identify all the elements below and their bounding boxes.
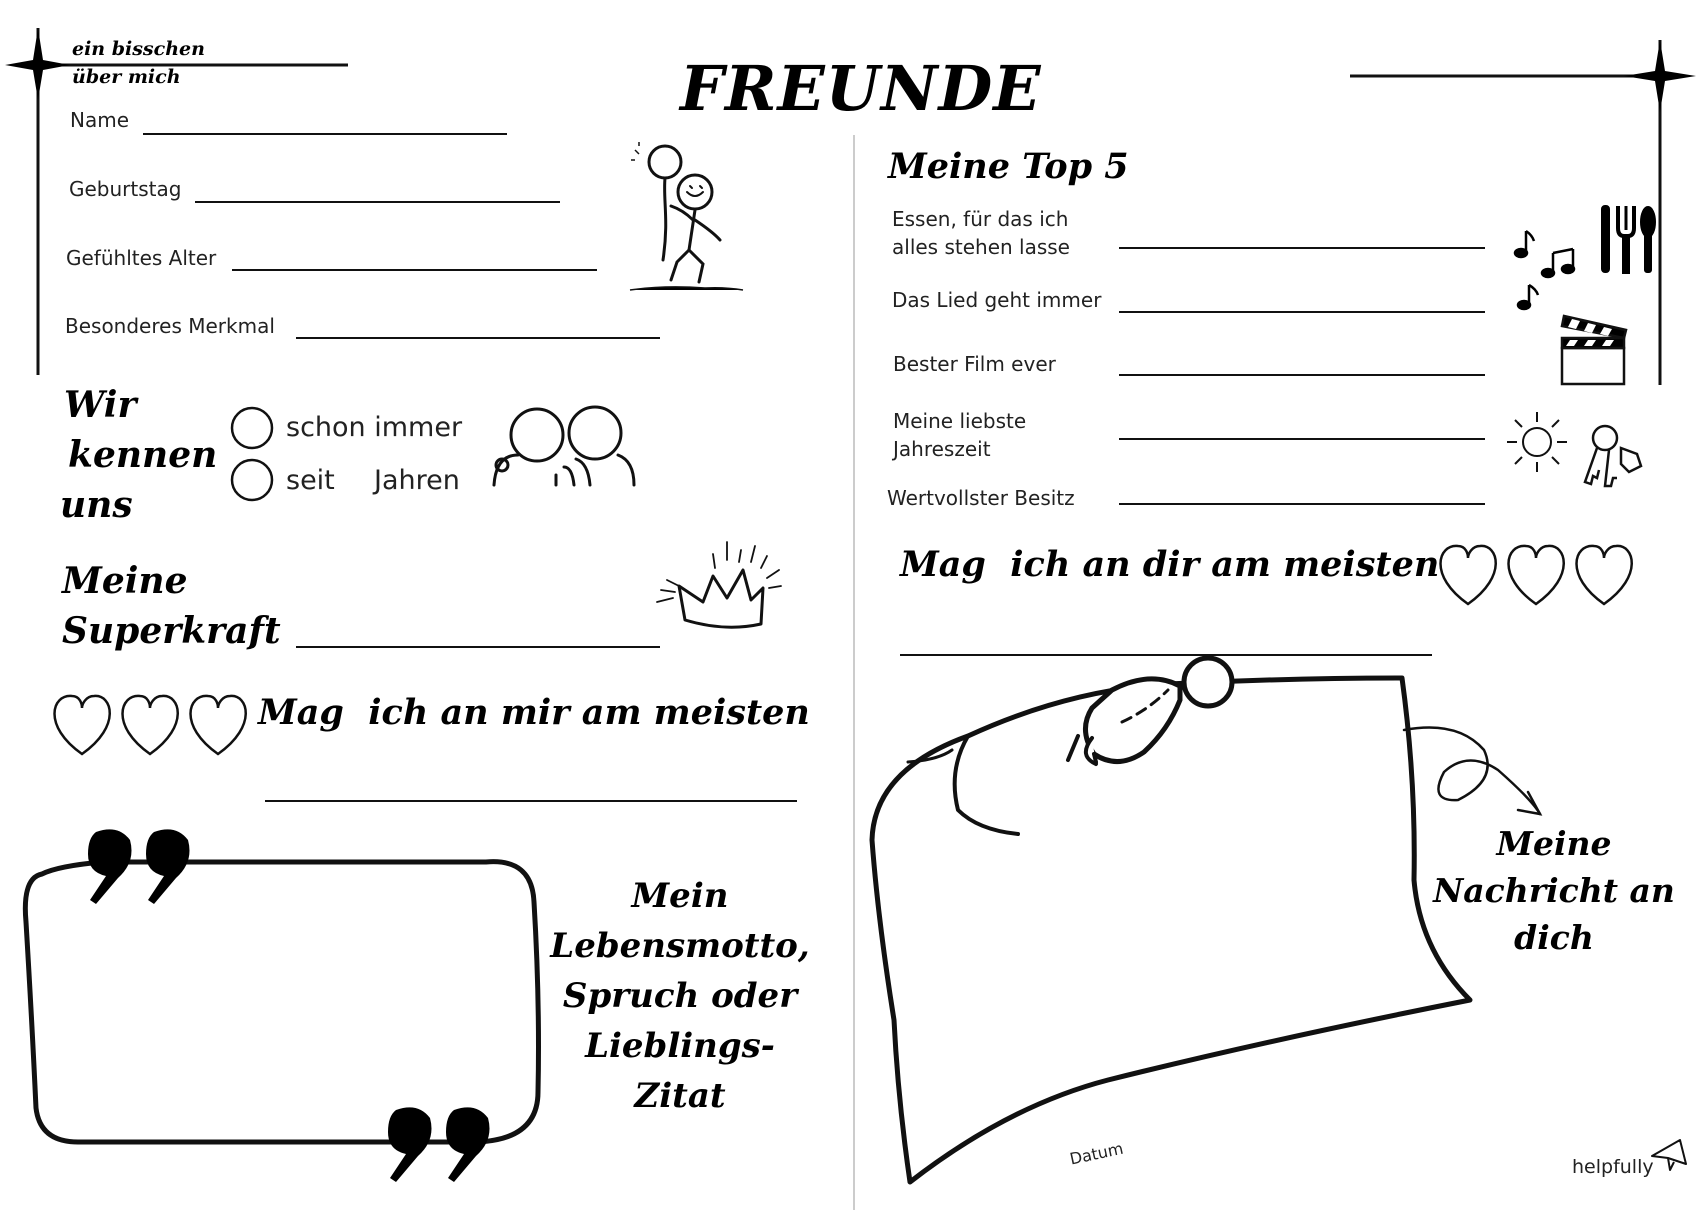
top5-food-label-line2: alles stehen lasse [892,235,1070,259]
crown-icon [655,540,785,640]
sun-icon [1505,410,1569,474]
motto-heading-line5: Zitat [634,1076,726,1116]
option-since-label: seit [286,465,335,496]
top5-song-field[interactable] [1119,311,1485,313]
name-field[interactable] [143,133,507,135]
radio-since[interactable] [230,458,276,504]
about-heading-line2: über mich [72,66,181,88]
balloon-figure-icon [625,140,755,320]
top5-heading: Meine Top 5 [888,146,1129,187]
two-friends-icon [492,405,642,495]
top5-possession-field[interactable] [1119,503,1485,505]
page-title: FREUNDE [680,52,1042,125]
quote-box[interactable] [18,822,578,1202]
like-you-heading: Mag ich an dir am meisten [900,544,1440,585]
like-you-field[interactable] [900,654,1432,656]
message-heading-line1: Meine [1496,824,1612,863]
about-heading-line1: ein bisschen [72,38,205,60]
special-feature-field[interactable] [296,337,660,339]
option-years-label: Jahren [374,465,460,496]
superpower-heading-line2: Superkraft [62,610,281,652]
top5-film-label: Bester Film ever [893,352,1056,376]
hearts-me-icon [52,690,252,760]
top5-season-field[interactable] [1119,438,1485,440]
top5-song-label: Das Lied geht immer [892,288,1102,312]
option-always-label: schon immer [286,412,463,443]
top5-possession-label: Wertvollster Besitz [887,486,1075,510]
top5-food-field[interactable] [1119,247,1485,249]
motto-heading-line2: Lebensmotto, [550,926,810,966]
message-heading-line2: Nachricht an [1433,871,1675,910]
special-feature-label: Besonderes Merkmal [65,314,275,338]
music-notes-icon [1512,225,1582,315]
paper-plane-icon [1650,1136,1690,1176]
top5-season-label-line2: Jahreszeit [893,437,991,461]
message-note[interactable] [868,660,1488,1180]
motto-heading-line3: Spruch oder [562,976,798,1016]
know-heading-line2: kennen [68,434,218,476]
keys-icon [1575,422,1647,494]
felt-age-label: Gefühltes Alter [66,246,217,270]
felt-age-field[interactable] [232,269,597,271]
clapperboard-icon [1558,316,1628,386]
cutlery-icon [1598,206,1658,276]
know-heading-line3: uns [60,484,133,526]
know-heading-line1: Wir [64,384,137,426]
top5-season-label-line1: Meine liebste [893,409,1027,433]
date-label: Datum [1068,1138,1125,1169]
top5-film-field[interactable] [1119,374,1485,376]
like-me-heading: Mag ich an mir am meisten [258,692,810,733]
message-heading-line3: dich [1514,918,1594,957]
hearts-you-icon [1438,540,1638,610]
radio-always[interactable] [230,406,276,452]
motto-heading-line4: Lieblings- [585,1026,775,1066]
birthday-field[interactable] [195,201,560,203]
birthday-label: Geburtstag [69,177,182,201]
superpower-field[interactable] [296,646,660,648]
brand-logo-text: helpfully [1572,1156,1654,1178]
like-me-field[interactable] [265,800,797,802]
name-label: Name [70,108,130,132]
motto-heading-line1: Mein [631,876,729,916]
superpower-heading-line1: Meine [62,560,188,602]
top5-food-label-line1: Essen, für das ich [892,207,1069,231]
